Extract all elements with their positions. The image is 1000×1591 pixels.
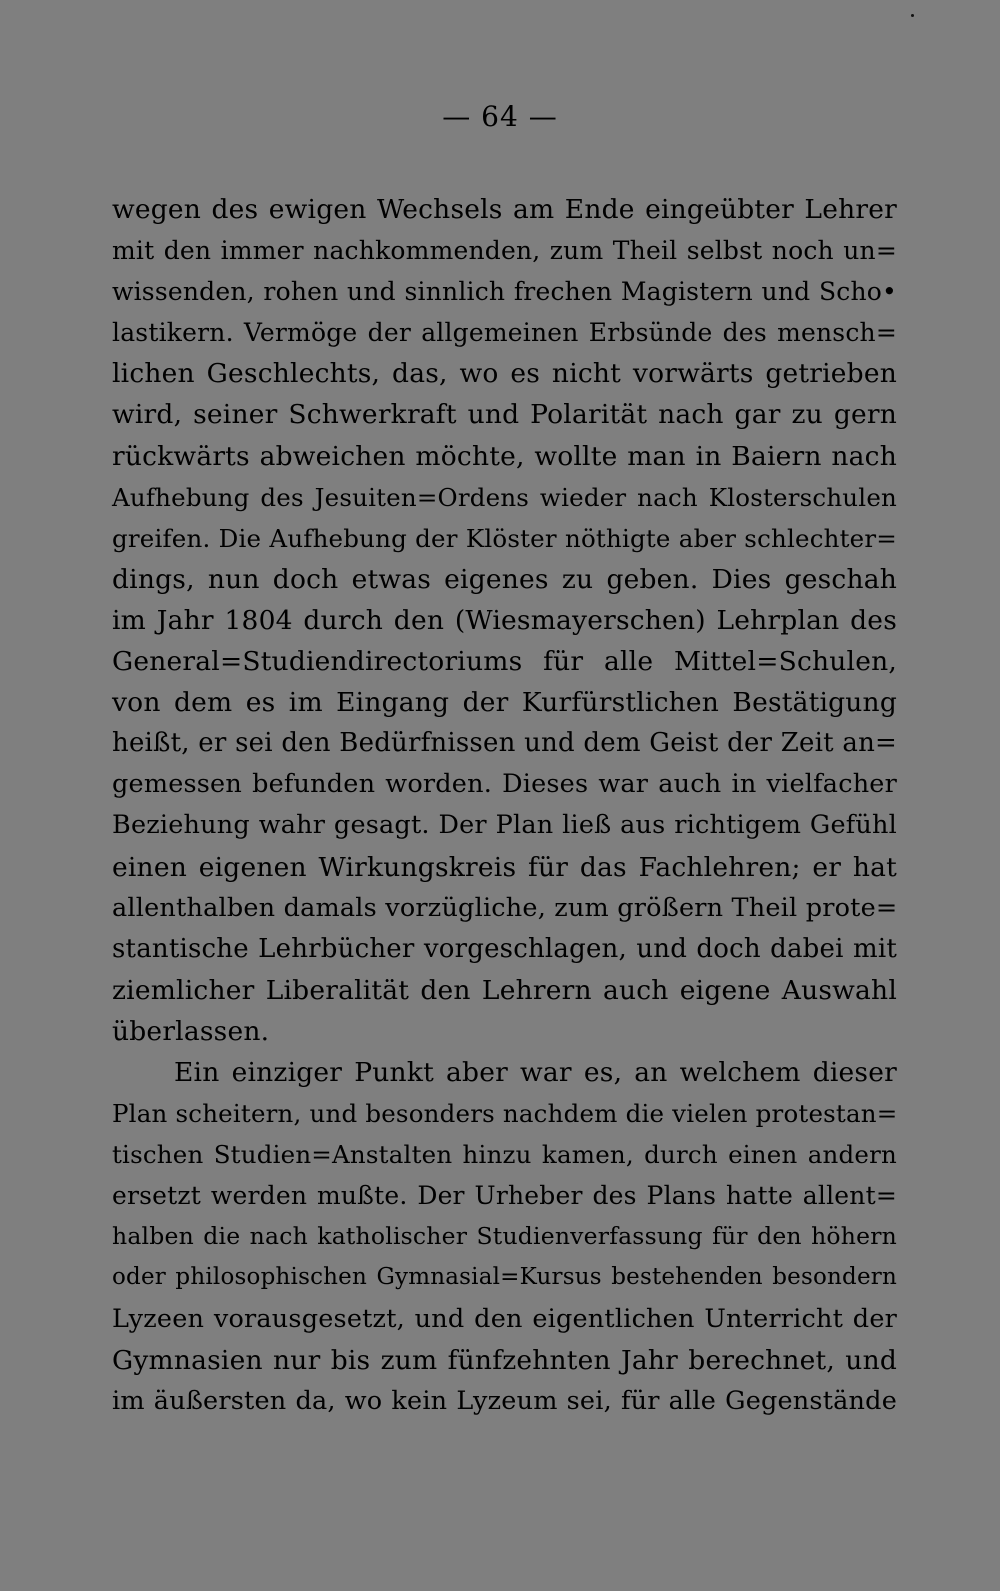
text-line: ersetzt werden mußte. Der Urheber des Plans hatte allent= bbox=[112, 1181, 897, 1211]
text-line: mit den immer nachkommenden, zum Theil selbst noch un= bbox=[112, 236, 897, 266]
text-line: stantische Lehrbücher vorgeschlagen, und doch dabei mit bbox=[112, 933, 897, 964]
text-line: Plan scheitern, und besonders nachdem die vielen protestan= bbox=[112, 1099, 898, 1129]
text-line: von dem es im Eingang der Kurfürstlichen Bestätigung bbox=[112, 687, 897, 719]
text-line: ziemlicher Liberalität den Lehrern auch eigene Auswahl bbox=[112, 974, 897, 1006]
text-line: wird, seiner Schwerkraft und Polarität nach gar zu gern bbox=[112, 399, 897, 431]
text-line: Gymnasien nur bis zum fünfzehnten Jahr berechnet, und bbox=[112, 1344, 897, 1376]
text-line: dings, nun doch etwas eigenes zu geben. Dies geschah bbox=[112, 563, 897, 595]
text-line: einen eigenen Wirkungskreis für das Fachlehren; er hat bbox=[112, 851, 897, 883]
text-line: Aufhebung des Jesuiten=Ordens wieder nach Klosterschulen bbox=[112, 482, 897, 512]
text-line: halben die nach katholischer Studienverfassung für den höhern bbox=[112, 1222, 897, 1251]
text-line: lastikern. Vermöge der allgemeinen Erbsünde des mensch= bbox=[112, 318, 897, 348]
text-line: allenthalben damals vorzügliche, zum größern Theil prote= bbox=[112, 892, 898, 923]
body-text bbox=[112, 189, 897, 1422]
text-line: rückwärts abweichen möchte, wollte man in Baiern nach bbox=[112, 440, 897, 472]
text-line: gemessen befunden worden. Dieses war auch in vielfacher bbox=[112, 769, 897, 800]
text-line: greifen. Die Aufhebung der Klöster nöthigte aber schlechter= bbox=[112, 523, 897, 553]
text-line: wissenden, rohen und sinnlich frechen Magistern und Scho• bbox=[112, 277, 897, 307]
text-line: im Jahr 1804 durch den (Wiesmayerschen) Lehrplan des bbox=[112, 604, 897, 636]
text-line: tischen Studien=Anstalten hinzu kamen, durch einen andern bbox=[112, 1140, 897, 1170]
ink-speck bbox=[911, 14, 914, 17]
text-line: wegen des ewigen Wechsels am Ende eingeübter Lehrer bbox=[112, 194, 897, 225]
text-line: lichen Geschlechts, das, wo es nicht vorwärts getrieben bbox=[112, 358, 897, 390]
paragraph bbox=[112, 1052, 897, 1422]
page-number: — 64 — bbox=[442, 100, 558, 133]
text-line: Beziehung wahr gesagt. Der Plan ließ aus richtigem Gefühl bbox=[112, 810, 897, 841]
text-line: überlassen. bbox=[112, 1015, 270, 1047]
paragraph bbox=[112, 189, 897, 1052]
text-line: oder philosophischen Gymnasial=Kursus bestehenden besondern bbox=[112, 1264, 897, 1291]
text-line: Ein einziger Punkt aber war es, an welchem dieser bbox=[174, 1056, 897, 1088]
text-line: General=Studiendirectoriums für alle Mittel=Schulen, bbox=[112, 646, 897, 678]
text-line: Lyzeen vorausgesetzt, und den eigentlichen Unterricht der bbox=[112, 1303, 897, 1334]
text-line: im äußersten da, wo kein Lyzeum sei, für alle Gegenstände bbox=[112, 1385, 897, 1416]
text-line: heißt, er sei den Bedürfnissen und dem Geist der Zeit an= bbox=[112, 728, 897, 759]
